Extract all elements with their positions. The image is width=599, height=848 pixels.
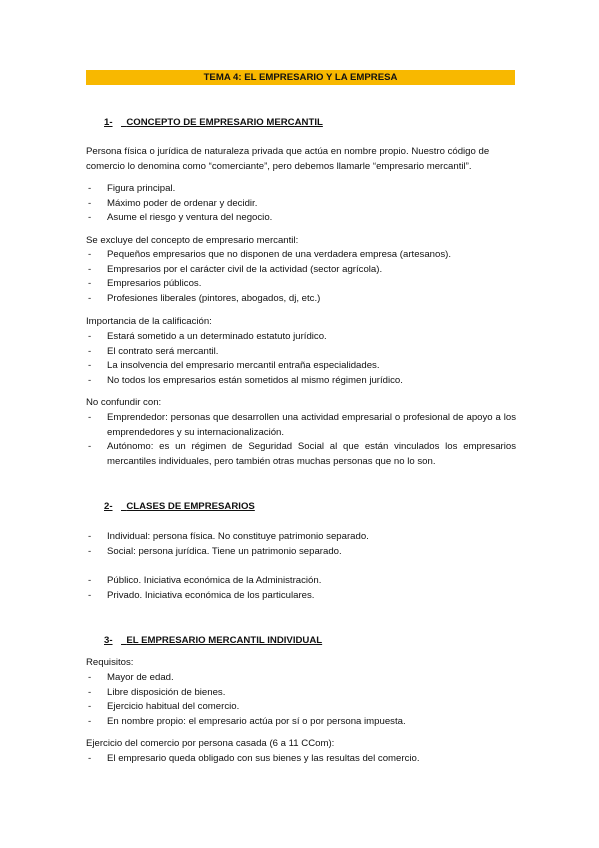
married-label: Ejercicio del comercio por persona casada (6 a 11 CCom):: [86, 738, 335, 749]
list-item: - Autónomo: es un régimen de Seguridad Social al que están vinculados los empresarios mercantiles individuales, pero también otras muchas personas que no lo son.: [86, 440, 516, 469]
list-item: - Profesiones liberales (pintores, abogados, dj, etc.): [86, 292, 516, 307]
importance-label: Importancia de la calificación:: [86, 316, 212, 327]
list-item: - El contrato será mercantil.: [86, 345, 516, 360]
section-1-intro-line-2: comercio lo denomina como “comerciante”, pero debemos llamarle “empresario mercantil”.: [86, 161, 472, 172]
list-item: - Emprendedor: personas que desarrollen una actividad empresarial o profesional de apoyo a los emprendedores y su internacionalización.: [86, 411, 516, 440]
importance-list: [86, 330, 516, 388]
list-item: - Ejercicio habitual del comercio.: [86, 700, 516, 715]
classes-list-1: [86, 530, 516, 559]
section-3-heading: [104, 634, 322, 649]
section-3-title: EL EMPRESARIO MERCANTIL INDIVIDUAL: [126, 635, 323, 646]
married-list: [86, 752, 516, 767]
list-item: - Libre disposición de bienes.: [86, 686, 516, 701]
list-item: - No todos los empresarios están sometidos al mismo régimen jurídico.: [86, 374, 516, 389]
list-item: - Pequeños empresarios que no disponen de una verdadera empresa (artesanos).: [86, 248, 516, 263]
excluded-label: Se excluye del concepto de empresario mercantil:: [86, 235, 299, 246]
classes-list-2: [86, 574, 516, 603]
list-item: - Mayor de edad.: [86, 671, 516, 686]
list-item: - Privado. Iniciativa económica de los particulares.: [86, 589, 516, 604]
list-item: - Figura principal.: [86, 182, 516, 197]
list-item: - La insolvencia del empresario mercantil entraña especialidades.: [86, 359, 516, 374]
section-2-title: CLASES DE EMPRESARIOS: [126, 501, 255, 512]
requirements-label: Requisitos:: [86, 657, 134, 668]
excluded-list: [86, 248, 516, 306]
traits-list: [86, 182, 516, 226]
section-1-title: CONCEPTO DE EMPRESARIO MERCANTIL: [126, 117, 323, 128]
list-item: - Empresarios públicos.: [86, 277, 516, 292]
list-item: - Empresarios por el carácter civil de la actividad (sector agrícola).: [86, 263, 516, 278]
list-item: - Estará sometido a un determinado estatuto jurídico.: [86, 330, 516, 345]
section-2-number: 2-: [104, 501, 113, 512]
confuse-label: No confundir con:: [86, 397, 162, 408]
confuse-list: [86, 411, 516, 469]
requirements-list: [86, 671, 516, 729]
section-3-number: 3-: [104, 635, 113, 646]
section-1-heading: [104, 116, 323, 131]
list-item: - Público. Iniciativa económica de la Administración.: [86, 574, 516, 589]
list-item: - Asume el riesgo y ventura del negocio.: [86, 211, 516, 226]
document-title: TEMA 4: EL EMPRESARIO Y LA EMPRESA: [86, 70, 515, 85]
section-1-intro-line-1: Persona física o jurídica de naturaleza privada que actúa en nombre propio. Nuestro código de: [86, 146, 490, 157]
list-item: - El empresario queda obligado con sus bienes y las resultas del comercio.: [86, 752, 516, 767]
section-2-heading: [104, 500, 255, 515]
list-item: - En nombre propio: el empresario actúa por sí o por persona impuesta.: [86, 715, 516, 730]
list-item: - Máximo poder de ordenar y decidir.: [86, 197, 516, 212]
list-item: - Individual: persona física. No constituye patrimonio separado.: [86, 530, 516, 545]
list-item: - Social: persona jurídica. Tiene un patrimonio separado.: [86, 545, 516, 560]
section-1-number: 1-: [104, 117, 113, 128]
